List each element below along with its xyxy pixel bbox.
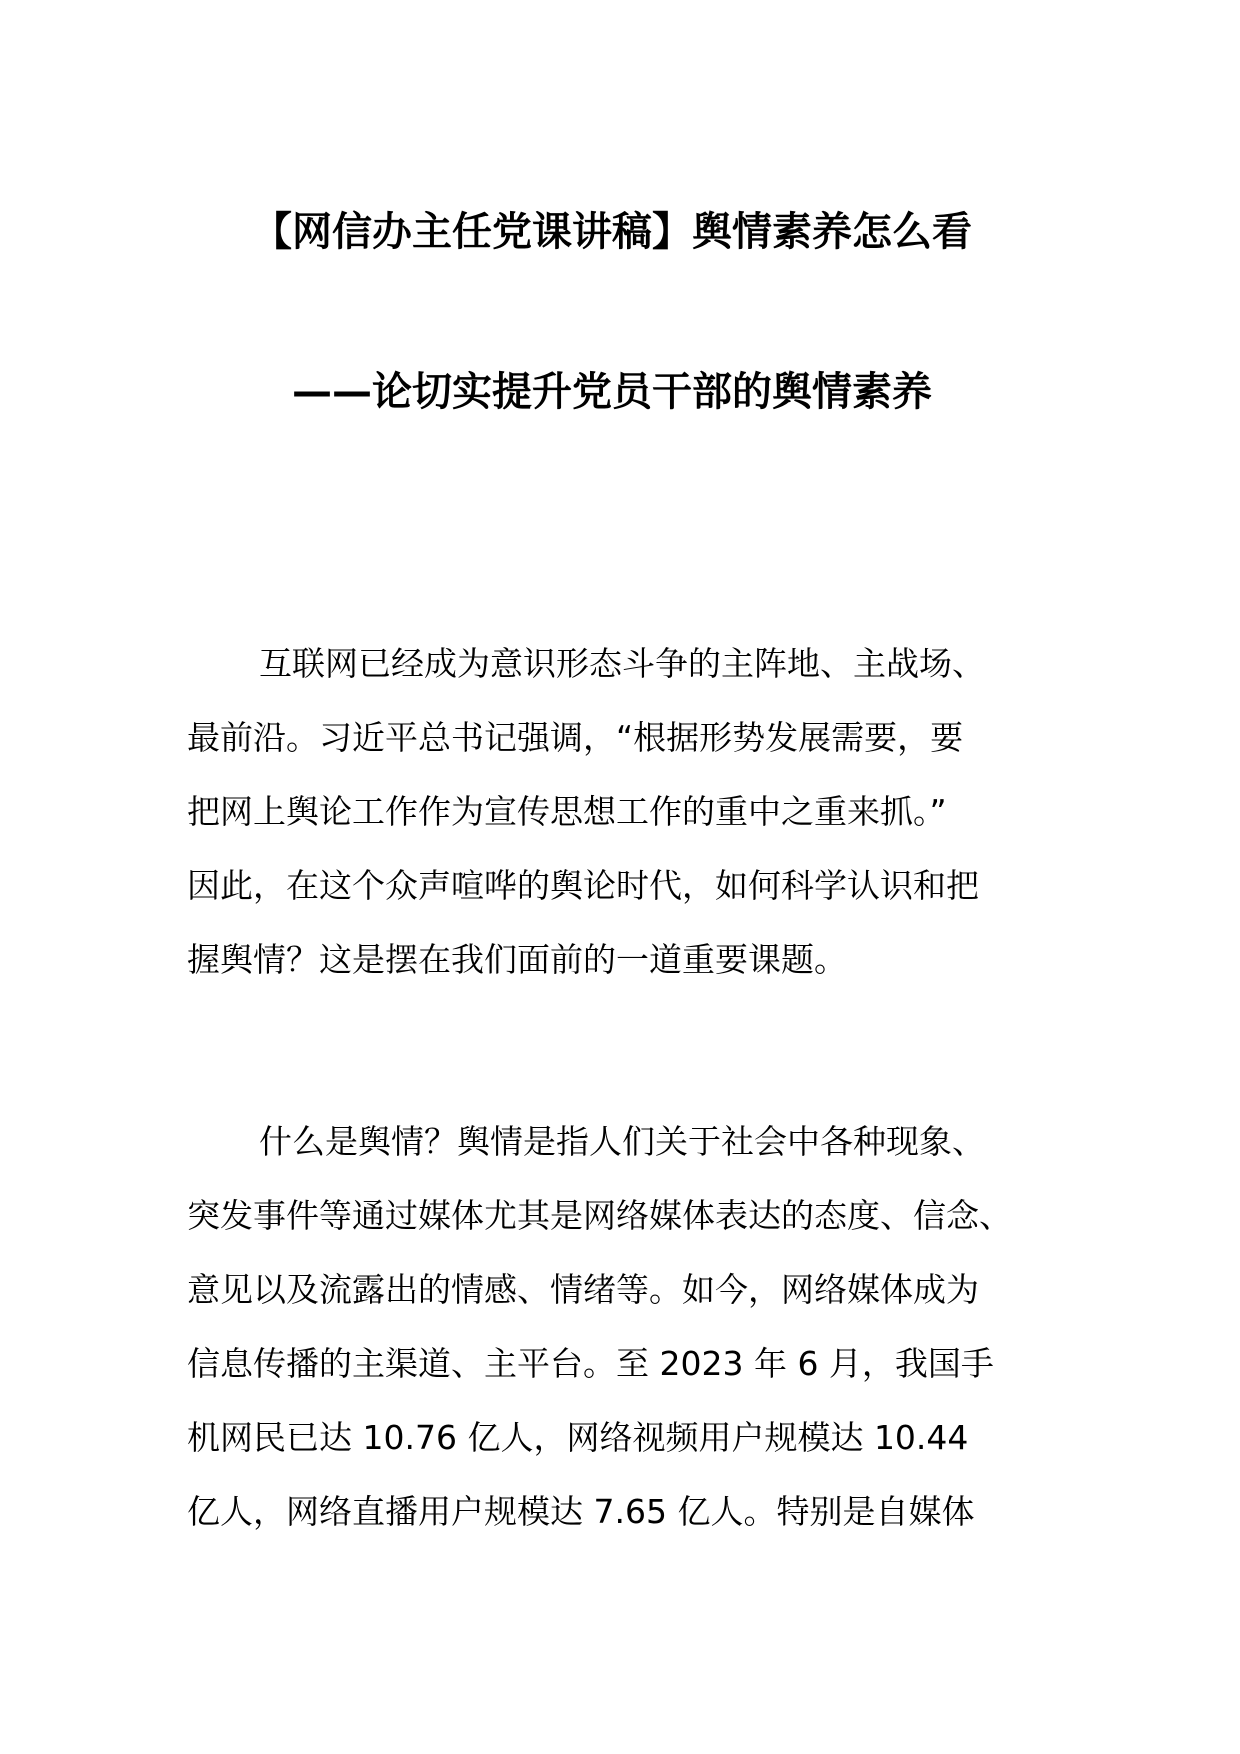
- paragraph-line: 机网民已达 10.76 亿人，网络视频用户规模达 10.44: [187, 1418, 969, 1457]
- paragraph-line: 亿人，网络直播用户规模达 7.65 亿人。特别是自媒体: [187, 1492, 975, 1531]
- paragraph-1: [187, 627, 1087, 997]
- paragraph-line: 把网上舆论工作作为宣传思想工作的重中之重来抓。”: [187, 792, 947, 831]
- paragraph-line: 信息传播的主渠道、主平台。至 2023 年 6 月，我国手: [187, 1344, 994, 1383]
- document-subtitle: ——论切实提升党员干部的舆情素养: [292, 369, 932, 415]
- paragraph-line: 最前沿。习近平总书记强调，“根据形势发展需要，要: [187, 718, 964, 757]
- paragraph-line: 互联网已经成为意识形态斗争的主阵地、主战场、: [259, 644, 985, 683]
- document-title: 【网信办主任党课讲稿】舆情素养怎么看: [252, 209, 972, 255]
- paragraph-2: [187, 1105, 1087, 1549]
- paragraph-line: 握舆情？这是摆在我们面前的一道重要课题。: [187, 940, 847, 979]
- paragraph-line: 突发事件等通过媒体尤其是网络媒体表达的态度、信念、: [187, 1196, 1012, 1235]
- paragraph-line: 什么是舆情？舆情是指人们关于社会中各种现象、: [259, 1122, 985, 1161]
- paragraph-line: 因此，在这个众声喧哗的舆论时代，如何科学认识和把: [187, 866, 979, 905]
- paragraph-line: 意见以及流露出的情感、情绪等。如今，网络媒体成为: [187, 1270, 979, 1309]
